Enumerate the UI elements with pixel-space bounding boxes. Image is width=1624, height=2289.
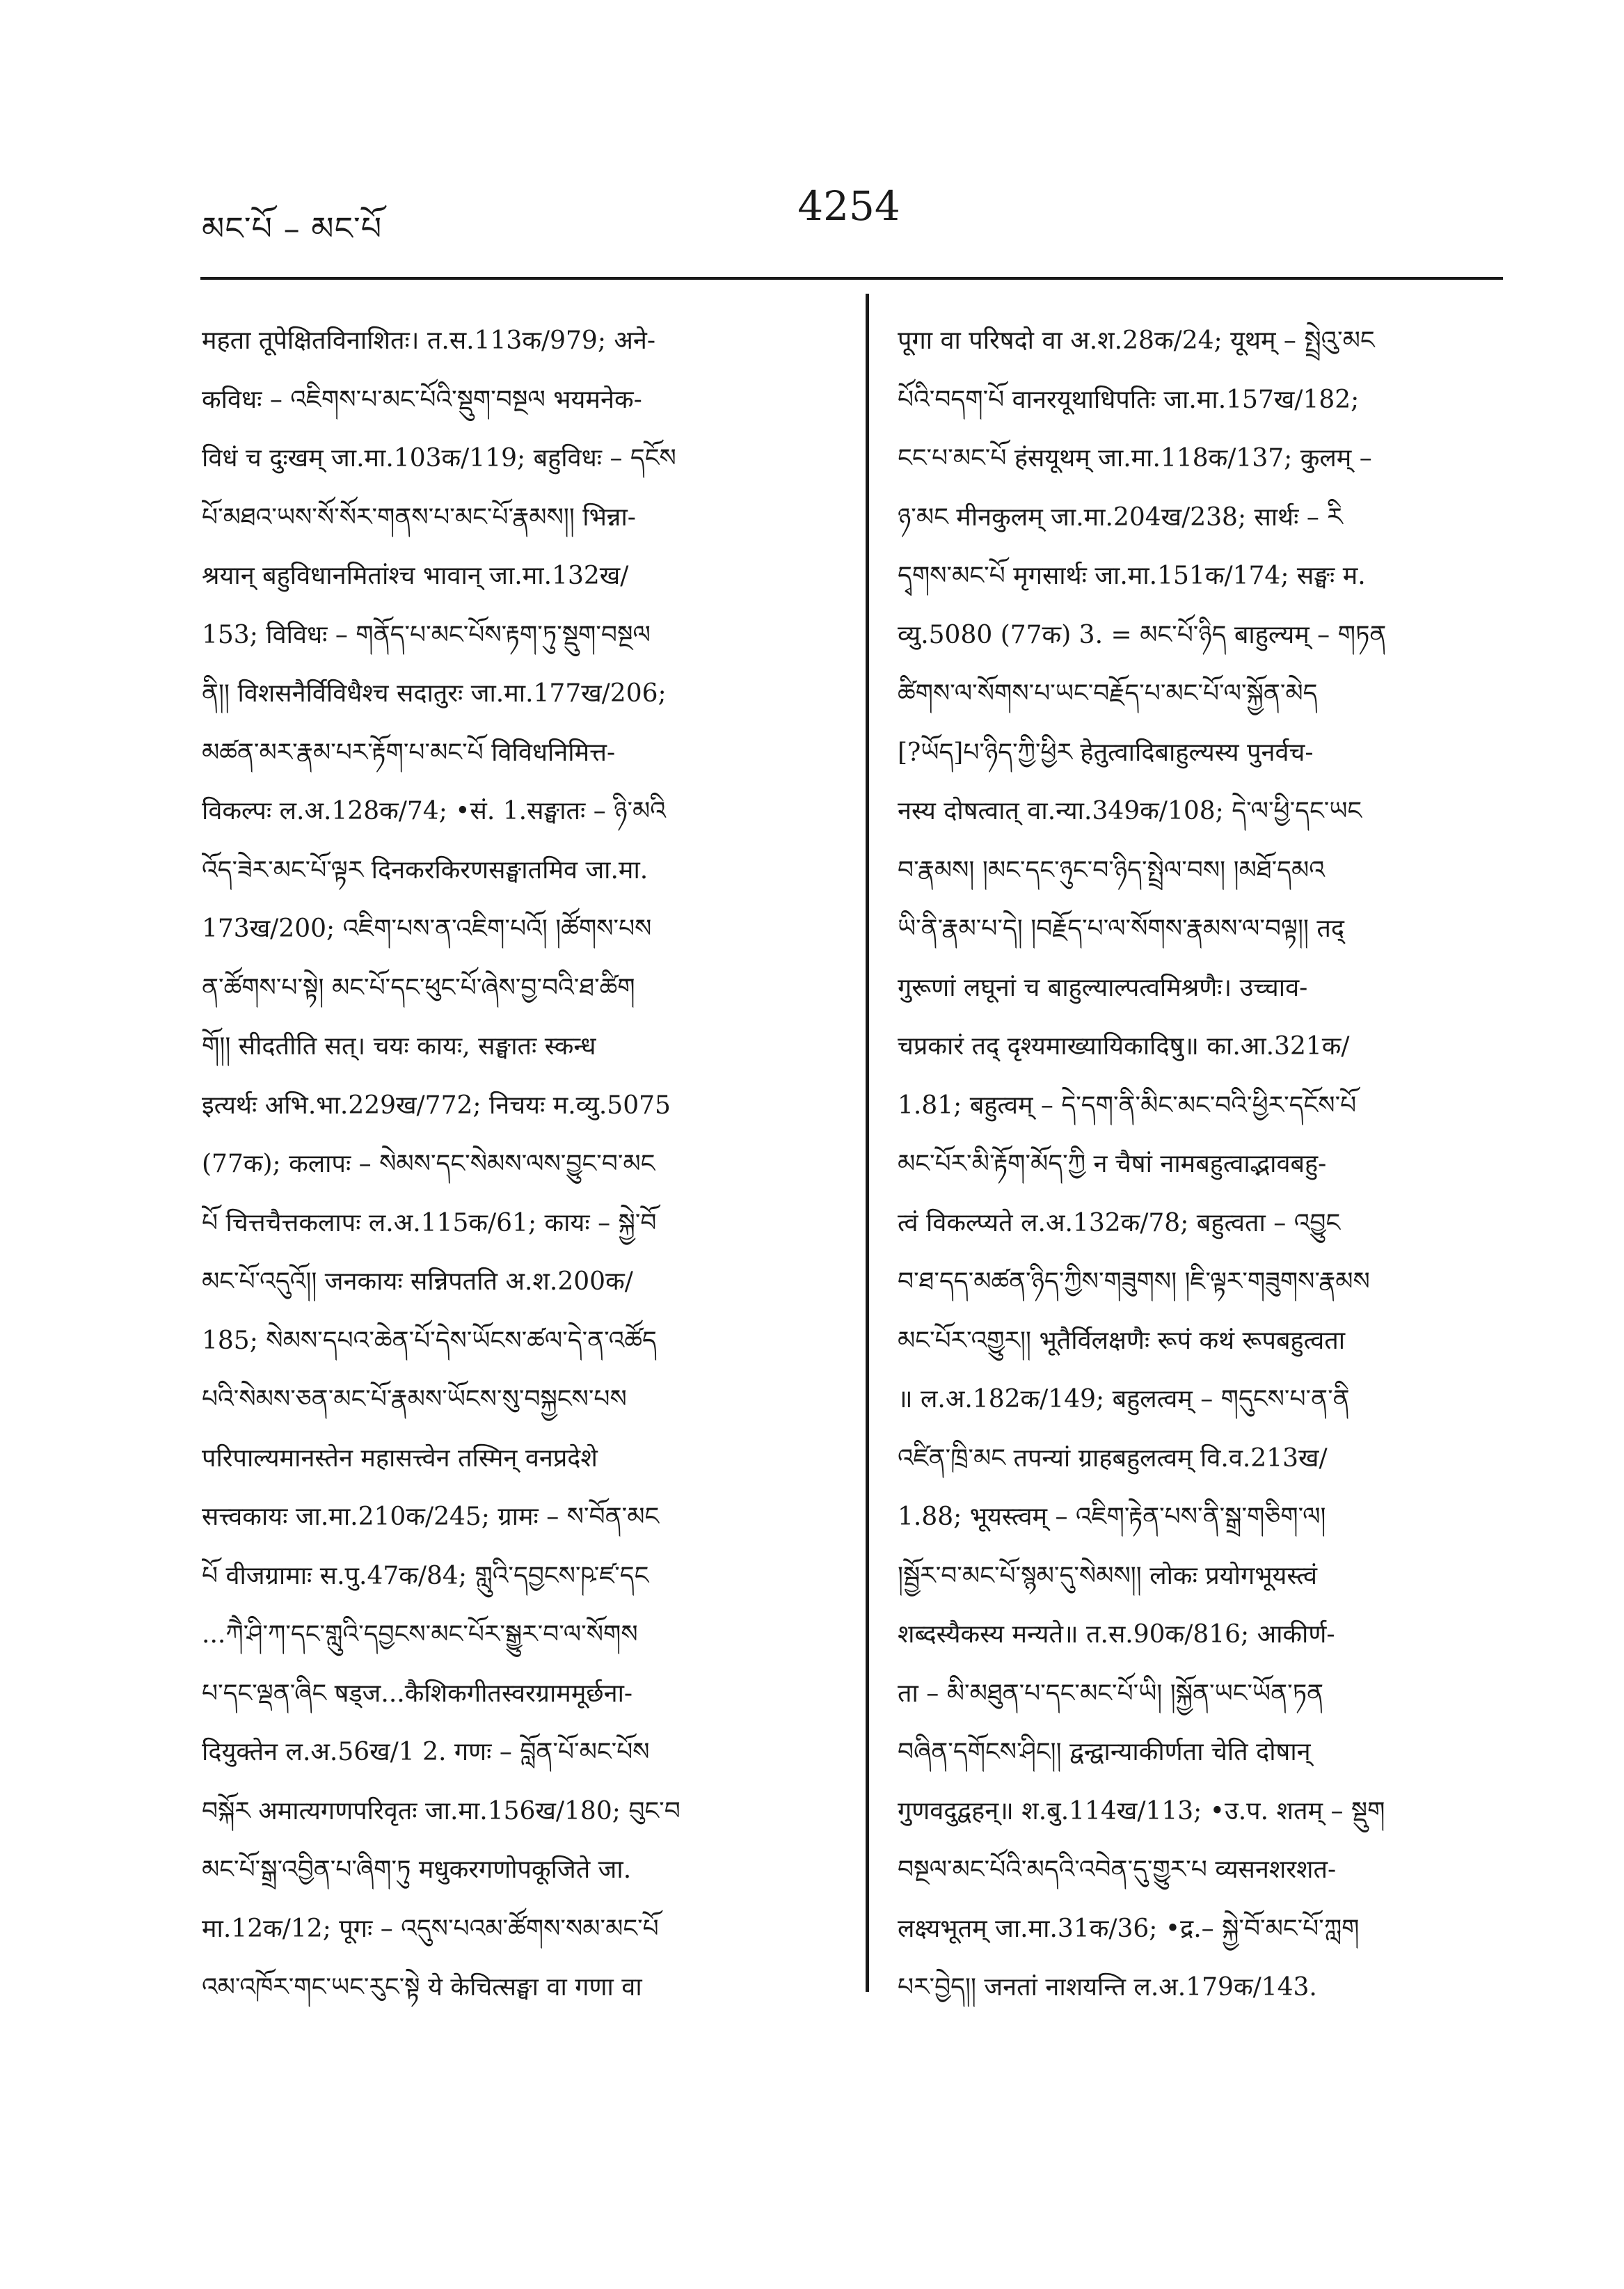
text-line: མང་པོ་འདུའོ།། जनकायः सन्निपतति अ.श.200क/: [202, 1267, 633, 1296]
text-line: པོའི་བདག་པོ वानरयूथाधिपतिः जा.मा.157ख/182;: [898, 385, 1360, 414]
text-line: འོད་ཟེར་མང་པོ་ལྟར दिनकरकिरणसङ्घातमिव जा.मा.: [202, 855, 648, 885]
text-line: व्यु.5080 (77क) 3. = མང་པོ་ཉིད बाहुल्यम् – གཏན: [898, 620, 1387, 649]
text-line: པ་དང་ལྡན་ཞིང षड्ज...कैशिकगीतस्वरग्राममूर्छना-: [202, 1679, 633, 1708]
text-line: गुरूणां लघूनां च बाहुल्याल्पत्वमिश्रणैः। उच्चाव-: [898, 973, 1308, 1002]
text-line: ...ཀཻ་ཤི་ཀ་དང་གླུའི་དབྱངས་མང་པོར་སྒྱུར་བ་ལ་སོགས: [202, 1620, 638, 1649]
text-line: མང་པོར་འགྱུར།། भूतैर्विलक्षणैः रूपं कथं रूपबहुत्वता: [898, 1326, 1346, 1355]
text-line: ཚིགས་ལ་སོགས་པ་ཡང་བརྗོད་པ་མང་པོ་ལ་སྐྱོན་མེད: [898, 679, 1318, 708]
text-line: लक्ष्यभूतम् जा.मा.31क/36; •द्र.– སྐྱེ་བོ་མང་པོ་ཀླག: [898, 1914, 1360, 1943]
text-line: བ་རྣམས། །མང་དང་ཉུང་བ་ཉིད་སྤྲེལ་བས། །མཐོ་དམའ: [898, 855, 1325, 885]
text-line: ॥ ल.अ.182क/149; बहुलत्वम् – གདུངས་པ་ན་ནི: [898, 1385, 1350, 1413]
text-line: པོ चित्तचैत्तकलापः ल.अ.115क/61; कायः – སྐྱེ་བོ: [202, 1208, 657, 1237]
text-line: गुणवदुद्वहन्॥ श.बु.114ख/113; •उ.प. शतम् – སྡུག: [898, 1796, 1385, 1825]
text-line: བཞིན་དགོངས་ཤིང།། द्वन्द्वान्याकीर्णता चेति दोषान्: [898, 1738, 1311, 1766]
text-line: (77क); कलापः – སེམས་དང་སེམས་ལས་བྱུང་བ་མང: [202, 1150, 655, 1178]
text-line: विधं च दुःखम् जा.मा.103क/119; बहुविधः – དངོས: [202, 444, 676, 473]
text-line: सत्त्वकायः जा.मा.210क/245; ग्रामः – ས་བོན་མང: [202, 1503, 660, 1531]
text-line: འཛིན་ཁྲི་མང तपन्यां ग्राहबहुलत्वम् वि.व.213ख/: [898, 1443, 1328, 1473]
text-line: པོ་མཐའ་ཡས་སོ་སོར་གནས་པ་མང་པོ་རྣམས།། भिन्ना-: [202, 502, 636, 532]
text-line: ཉ་མང मीनकुलम् जा.मा.204ख/238; सार्थः – རི: [898, 502, 1343, 532]
text-line: परिपाल्यमानस्तेन महासत्त्वेन तस्मिन् वनप्रदेशे: [202, 1443, 598, 1473]
text-line: इत्यर्थः अभि.भा.229ख/772; निचयः म.व्यु.5075: [202, 1091, 671, 1120]
text-line: །སྦྱོར་བ་མང་པོ་སྙམ་དུ་སེམས།། लोकः प्रयोगभूयस्त्वं: [898, 1561, 1317, 1590]
text-line: नस्य दोषत्वात् वा.न्या.349क/108; དེ་ལ་ཕྱི་དང་ཡང: [898, 797, 1362, 825]
page-number: 4254: [797, 182, 900, 230]
text-line: པོ वीजग्रामाः स.पु.47क/84; གླུའི་དབྱངས་ཥ་ཛ་དང: [202, 1561, 649, 1590]
text-line: གོ།། सीदतीति सत्। चयः कायः, सङ्घातः स्कन्ध: [202, 1032, 596, 1061]
text-line: ཡི་ནི་རྣམ་པ་དེ། །བརྗོད་པ་ལ་སོགས་རྣམས་ལ་བལྟ།། तद्: [898, 914, 1345, 943]
running-head: མང་པོ – མང་པོ: [202, 209, 383, 247]
text-line: महता तूपेक्षितविनाशितः। त.स.113क/979; अने-: [202, 326, 656, 355]
text-line: མང་པོ་སྒྲ་འབྱིན་པ་ཞིག་ཏུ मधुकरगणोपकूजिते जा.: [202, 1855, 632, 1884]
text-line: བསྔལ་མང་པོའི་མདའི་འབེན་དུ་གྱུར་པ व्यसनशरशत-: [898, 1855, 1337, 1884]
text-line: 1.88; भूयस्त्वम् – འཇིག་རྟེན་པས་ནི་སྒྲ་གཅིག་ལ།: [898, 1503, 1326, 1531]
text-line: བ་ཐ་དད་མཚན་ཉིད་ཀྱིས་གཟུགས། །ཇི་ལྟར་གཟུགས་རྣམས: [898, 1267, 1370, 1296]
text-line: ནི།། विशसनैर्विविधैश्च सदातुरः जा.मा.177ख/206;: [202, 679, 667, 708]
text-line: 153; विविधः – གནོད་པ་མང་པོས་རྟག་ཏུ་སྡུག་བསྔལ: [202, 620, 651, 649]
text-line: ངང་པ་མང་པོ हंसयूथम् जा.मा.118क/137; कुलम् –: [898, 444, 1372, 473]
text-line: त्वं विकल्प्यते ल.अ.132क/78; बहुत्वता – འབྱུང: [898, 1208, 1341, 1237]
header-rule: [200, 277, 1503, 280]
left-column: [202, 312, 828, 2018]
text-line: विकल्पः ल.अ.128क/74; •सं. 1.सङ्घातः – ཉི་མའི: [202, 797, 666, 825]
text-line: 185; སེམས་དཔའ་ཆེན་པོ་དེས་ཡོངས་ཚལ་དེ་ན་འཚོད: [202, 1326, 657, 1355]
text-line: ता – མི་མཐུན་པ་དང་མང་པོ་ཡི། །སྐྱོན་ཡང་ཡོན་ཏན: [898, 1679, 1324, 1708]
text-line: པར་བྱེད།། जनतां नाशयन्ति ल.अ.179क/143.: [898, 1973, 1317, 2002]
text-line: चप्रकारं तद् दृश्यमाख्यायिकादिषु॥ का.आ.321क/: [898, 1032, 1350, 1061]
text-line: པའི་སེམས་ཅན་མང་པོ་རྣམས་ཡོངས་སུ་བསྐྱངས་པས: [202, 1385, 627, 1413]
text-line: འམ་འཁོར་གང་ཡང་རུང་སྟེ ये केचित्सङ्घा वा गणा वा: [202, 1973, 642, 2002]
text-line: मा.12क/12; पूगः – འདུས་པའམ་ཚོགས་སམ་མང་པོ: [202, 1914, 659, 1943]
text-line: श्रयान् बहुविधानमितांश्च भावान् जा.मा.132ख/: [202, 562, 629, 590]
right-column: [898, 312, 1524, 2018]
text-line: [?ཡོད]པ་ཉིད་ཀྱི་ཕྱིར हेतुत्वादिबाहुल्यस्य पुनर्वच-: [898, 738, 1314, 767]
text-line: 173ख/200; འཇིག་པས་ན་འཇིག་པའོ། །ཚོགས་པས: [202, 914, 652, 943]
column-divider: [866, 294, 869, 1992]
text-line: མཚན་མར་རྣམ་པར་རྟོག་པ་མང་པོ विविधनिमित्त-: [202, 738, 616, 767]
text-line: शब्दस्यैकस्य मन्यते॥ त.स.90क/816; आकीर्ण-: [898, 1620, 1335, 1649]
text-line: བསྐོར अमात्यगणपरिवृतः जा.मा.156ख/180; བུང་བ: [202, 1796, 680, 1825]
text-line: ན་ཚོགས་པ་སྟེ། མང་པོ་དང་ཕུང་པོ་ཞེས་བྱ་བའི་ཐ་ཚིག: [202, 973, 635, 1002]
text-line: མང་པོར་མི་རྟོག་མོད་ཀྱི न चैषां नामबहुत्वाद्भावबहु-: [898, 1150, 1327, 1178]
text-line: दियुक्तेन ल.अ.56ख/1 2. गणः – བློན་པོ་མང་པོས: [202, 1738, 650, 1766]
text-line: 1.81; बहुत्वम् – དེ་དག་ནི་མིང་མང་བའི་ཕྱིར་དངོས་པོ: [898, 1091, 1357, 1120]
text-line: पूगा वा परिषदो वा अ.श.28क/24; यूथम् – སྤྲེའུ་མང: [898, 326, 1375, 355]
text-line: कविधः – འཇིགས་པ་མང་པོའི་སྡུག་བསྔལ भयमनेक-: [202, 385, 642, 414]
text-line: དྭགས་མང་པོ मृगसार्थः जा.मा.151क/174; सङ्घः म.: [898, 562, 1366, 590]
